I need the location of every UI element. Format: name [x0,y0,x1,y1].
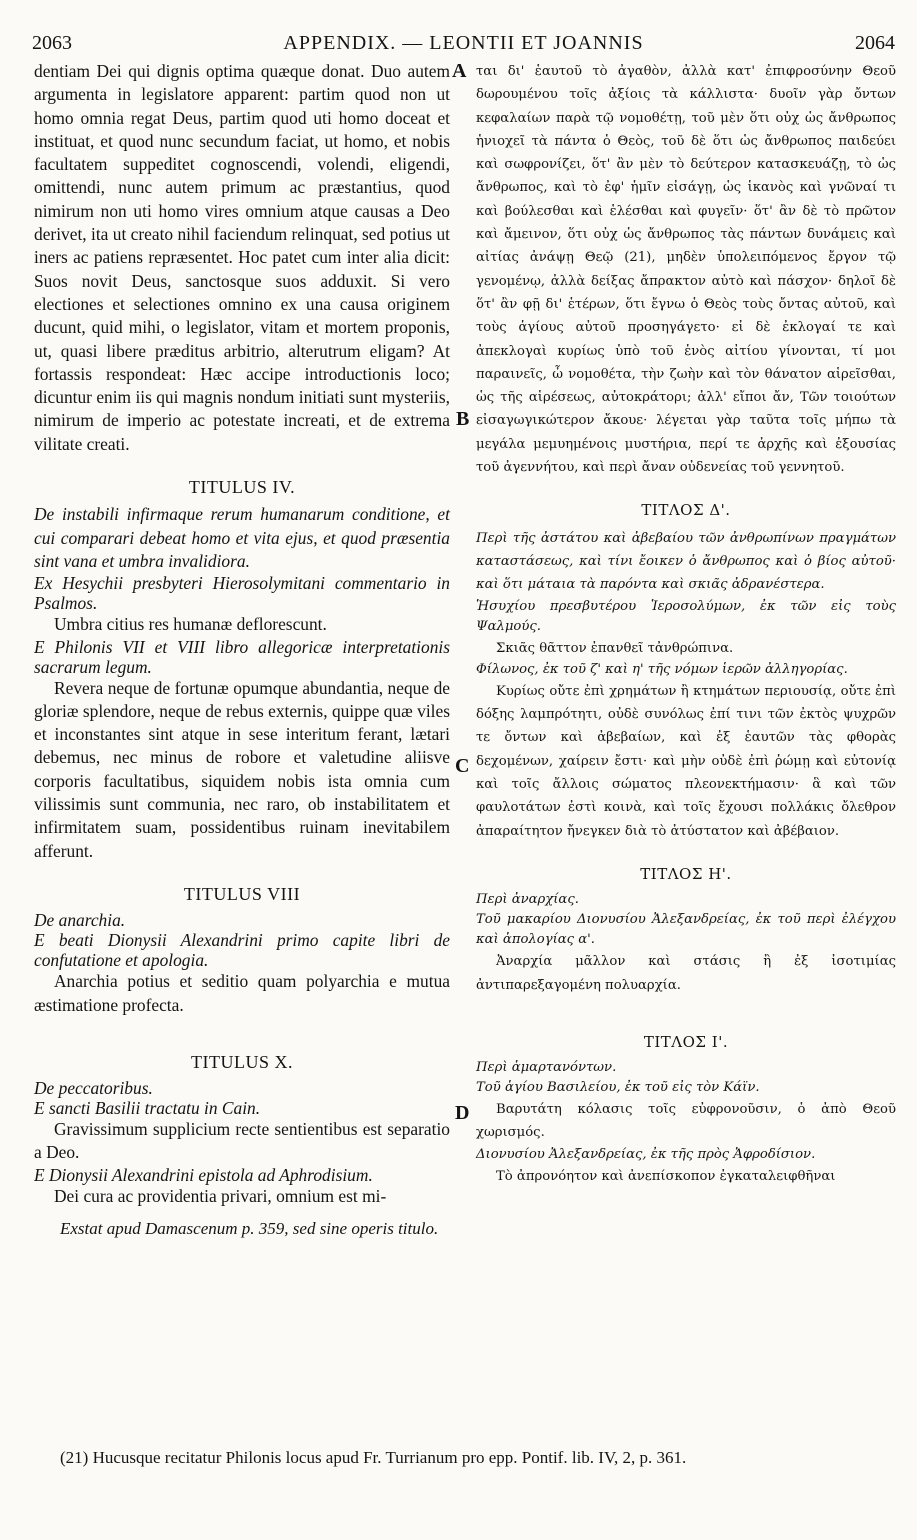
margin-marker-d: D [455,1102,470,1124]
greek-title-x: ΤΙΤΛΟΣ Ι'. [643,1032,729,1051]
greek-column [476,60,896,1188]
greek-subtitle-iv: Περὶ τῆς ἀστάτου καὶ ἀβεβαίου τῶν ἀνθρωπίνων πραγμάτων καταστάσεως, καὶ τίνι ἔοικεν ὁ ἄνθρωπος καὶ ὁ βίος αὐτοῦ· καὶ ὅτι μάταια τὰ παρόντα καὶ σκιᾶς ἀδρανέστερα. [476,530,896,593]
footnote: (21) Hucusque recitatur Philonis locus apud Fr. Turrianum pro epp. Pontif. lib. IV, 2, p. 361. [60,1448,687,1467]
greek-source-basil: Τοῦ ἁγίου Βασιλείου, ἐκ τοῦ εἰς τὸν Κάϊν. [476,1080,760,1096]
latin-source-basil: E sancti Basilii tractatu in Cain. [34,1098,261,1119]
margin-marker-b: B [456,408,470,430]
page-number-left: 2063 [32,32,72,54]
latin-source-hesychius: Ex Hesychii presbyteri Hierosolymitani commentario in Psalmos. [34,573,450,614]
latin-subtitle-x: De peccatoribus. [34,1078,153,1099]
greek-source-dionysius-1: Τοῦ μακαρίου Διονυσίου Ἀλεξανδρείας, ἐκ τοῦ περὶ ἐλέγχου καὶ ἀπολογίας α'. [476,912,896,948]
latin-title-x: TITULUS X. [191,1051,293,1072]
extat-note: Exstat apud Damascenum p. 359, sed sine operis titulo. [60,1219,439,1238]
latin-paragraph-intro: dentiam Dei qui dignis optima quæque donat. Duo autem argumenta in legislatore apparent: partim quod non ut homo omnia regat Deus, partim quod uti homo doceat et instituat, et quod nunc secundum faciat, ut homo, et nobis facultatem suppeditet cognoscendi, volendi, eligendi, omittendi, nunc autem primum ac præstantius, quod nimirum non uti homo vires omnium atque causas a Deo derivet, ita ut creato nihil faciendum relinquat, sed potius ut iners ac patiens repræsentet. Hoc patet cum inter alia dicit: Suos novit Deus, sanctosque suos adduxit. Si vero electiones et selectiones omnino ex una causa originem ducunt, quid mihi, o legislator, vitam et mortem proponis, ut, quasi libere præditus arbitrio, alterutrum eligam? At fortassis respondeat: Hæc accipe introductionis loco; dicuntur enim iis qui magnis nondum initiati sunt mysteriis, nimirum de imperio ac potestate increati, et de extrema vilitate creati. [34,61,450,454]
running-title: APPENDIX. — LEONTII ET JOANNIS [283,32,644,54]
greek-text-basil: Βαρυτάτη κόλασις τοῖς εὐφρονοῦσιν, ὁ ἀπὸ Θεοῦ χωρισμός. [476,1102,896,1141]
latin-source-dionysius-1: E beati Dionysii Alexandrini primo capite libri de confutatione et apologia. [34,930,450,971]
latin-text-hesychius: Umbra citius res humanæ deflorescunt. [54,614,327,635]
greek-text-philo: Κυρίως οὔτε ἐπὶ χρημάτων ἢ κτημάτων περιουσίᾳ, οὔτε ἐπὶ δόξης λαμπρότητι, οὐδὲ συνόλως ἐπί τινι τῶν ἐκτὸς ψυχρῶν τε ὄντων καὶ ἀβεβαίων, καὶ ἐξ ἑαυτῶν τὰς φθορὰς δεχομένων, χαίρειν ἔστι· καὶ μὴν οὐδὲ ἐπὶ ῥώμῃ καὶ εὐτονίᾳ καὶ τοῖς ἄλλοις σώματος πλεονεκτήμασιν· ἃ καὶ τῶν φαυλοτάτων ἐστὶ κοινὰ, καὶ τοῖς ἔχουσι πολλάκις ὄλεθρον ἀπαραίτητον ἤνεγκεν διὰ τὸ ἀτύστατον καὶ ἀβέβαιον. [476,683,896,839]
greek-text-anarchia: Ἀναρχία μᾶλλον καὶ στάσις ἢ ἐξ ἰσοτιμίας ἀντιπαρεξαγομένη πολυαρχία. [476,954,896,993]
greek-title-iv: ΤΙΤΛΟΣ Δ'. [641,501,731,520]
latin-subtitle-iv: De instabili infirmaque rerum humanarum conditione, et cui comparari debeat homo et vita ejus, et quod præsentia sint vana et umbra invalidiora. [34,504,450,571]
greek-subtitle-x: Περὶ ἁμαρτανόντων. [476,1060,617,1076]
greek-title-viii: ΤΙΤΛΟΣ Η'. [640,864,732,883]
page-number-right: 2064 [855,32,895,54]
latin-source-dionysius-2: E Dionysii Alexandrini epistola ad Aphrodisium. [34,1164,373,1185]
greek-text-hesychius: Σκιᾶς θᾶττον ἐπανθεῖ τἀνθρώπινα. [496,640,734,656]
latin-subtitle-viii: De anarchia. [34,910,126,931]
latin-source-philo: E Philonis VII et VIII libro allegoricæ interpretationis sacrarum legum. [34,636,450,677]
margin-marker-c: C [455,755,470,777]
latin-title-iv: TITULUS IV. [188,477,296,498]
latin-title-viii: TITULUS VIII [183,883,301,904]
latin-text-dionysius-2: Dei cura ac providentia privari, omnium est mi- [54,1185,387,1206]
greek-source-philo: Φίλωνος, ἐκ τοῦ ζ' καὶ η' τῆς νόμων ἱερῶν ἀλληγορίας. [476,661,848,677]
greek-source-dionysius-2: Διονυσίου Ἀλεξανδρείας, ἐκ τῆς πρὸς Ἀφροδίσιον. [476,1146,816,1162]
latin-text-basil: Gravissimum supplicium recte sentientibus est separatio a Deo. [34,1119,450,1163]
greek-source-hesychius: Ἡσυχίου πρεσβυτέρου Ἱεροσολύμων, ἐκ τῶν εἰς τοὺς Ψαλμούς. [476,598,896,634]
latin-text-philo: Revera neque de fortunæ opumque abundantia, neque de gloriæ splendore, neque de rebus externis, quippe quæ viles et inconstantes sint atque in sese interitum ferant, lætari debemus, nec minus de robore et valetudine aliisve corporis facultatibus, siquidem nobis ista omnia cum vilissimis sunt communia, nec raro, ob instabilitatem et infirmitatem suam, possidentibus ruinam inevitabilem afferunt. [34,677,450,861]
greek-subtitle-viii: Περὶ ἀναρχίας. [476,892,579,908]
page-header [32,32,895,62]
latin-column [34,60,450,1208]
latin-text-anarchia: Anarchia potius et seditio quam polyarchia e mutua æstimatione profecta. [34,971,450,1015]
greek-paragraph-intro: ται δι' ἑαυτοῦ τὸ ἀγαθὸν, ἀλλὰ κατ' ἐπιφροσύνην Θεοῦ δωρουμένου τοῖς ἀξίοις τὰ κάλλιστα· δυοῖν γὰρ ὄντων κεφαλαίων παρὰ τῷ νομοθέτῃ, τοῦ μὲν ὅτι οὐχ ὡς ἄνθρωπος ἡνιοχεῖ τὰ πάντα ὁ Θεὸς, τοῦ δὲ ὅτι ὡς ἄνθρωπος παιδεύει καὶ σωφρονίζει, ὅτ' ἂν μὲν τὸ δεύτερον κατασκευάζῃ, τὸ ὡς ἄνθρωπος, καὶ τὸ ἐφ' ἡμῖν εἰσάγῃ, ὡς ἱκανὸς καὶ γνῶναί τι καὶ βούλεσθαι καὶ ἑλέσθαι καὶ φυγεῖν· ὅτ' ἂν δὲ τὸ πρῶτον καὶ ἄμεινον, ὅτι οὐχ ὡς ἄνθρωπος τὰς πάντων δυνάμεις καὶ αἰτίας ἀνάψῃ Θεῷ (21), μηδὲν ὑπολειπόμενος ἔργον τῷ γενομένῳ, ἀλλὰ δείξας ἄπρακτον αὐτὸ καὶ πάσχον· δηλοῖ δὲ ὅτ' ἂν φῇ δι' ἑτέρων, ὅτι ἔγνω ὁ Θεὸς τοὺς ὄντας αὐτοῦ, καὶ τοὺς ἁγίους αὐτοῦ προσηγάγετο· εἰ δὲ ἐκλογαί τε καὶ ἀπεκλογαὶ κυρίως ὑπὸ τοῦ ἑνὸς αἰτίου γίνονται, τί μοι παραινεῖς, ὦ νομοθέτα, τὴν ζωὴν καὶ τὸν θάνατον αἱρεῖσθαι, ὡς τῆς αἱρέσεως, αὐτοκράτορι; ἀλλ' εἴποι ἄν, Τῶν τοιούτων εἰσαγωγικώτερον ἄκουε· λέγεται γὰρ ταῦτα τοῖς μήπω τὰ μεγάλα μεμυημένοις μυστήρια, περί τε ἀρχῆς καὶ ἐξουσίας τοῦ ἀγεννήτου, καὶ περὶ ἄναν οὐδενείας τοῦ γεννητοῦ. [476,64,896,476]
greek-text-dionysius-2: Τὸ ἀπρονόητον καὶ ἀνεπίσκοπον ἐγκαταλειφθῆναι [496,1168,836,1184]
margin-marker-a: A [452,60,467,82]
